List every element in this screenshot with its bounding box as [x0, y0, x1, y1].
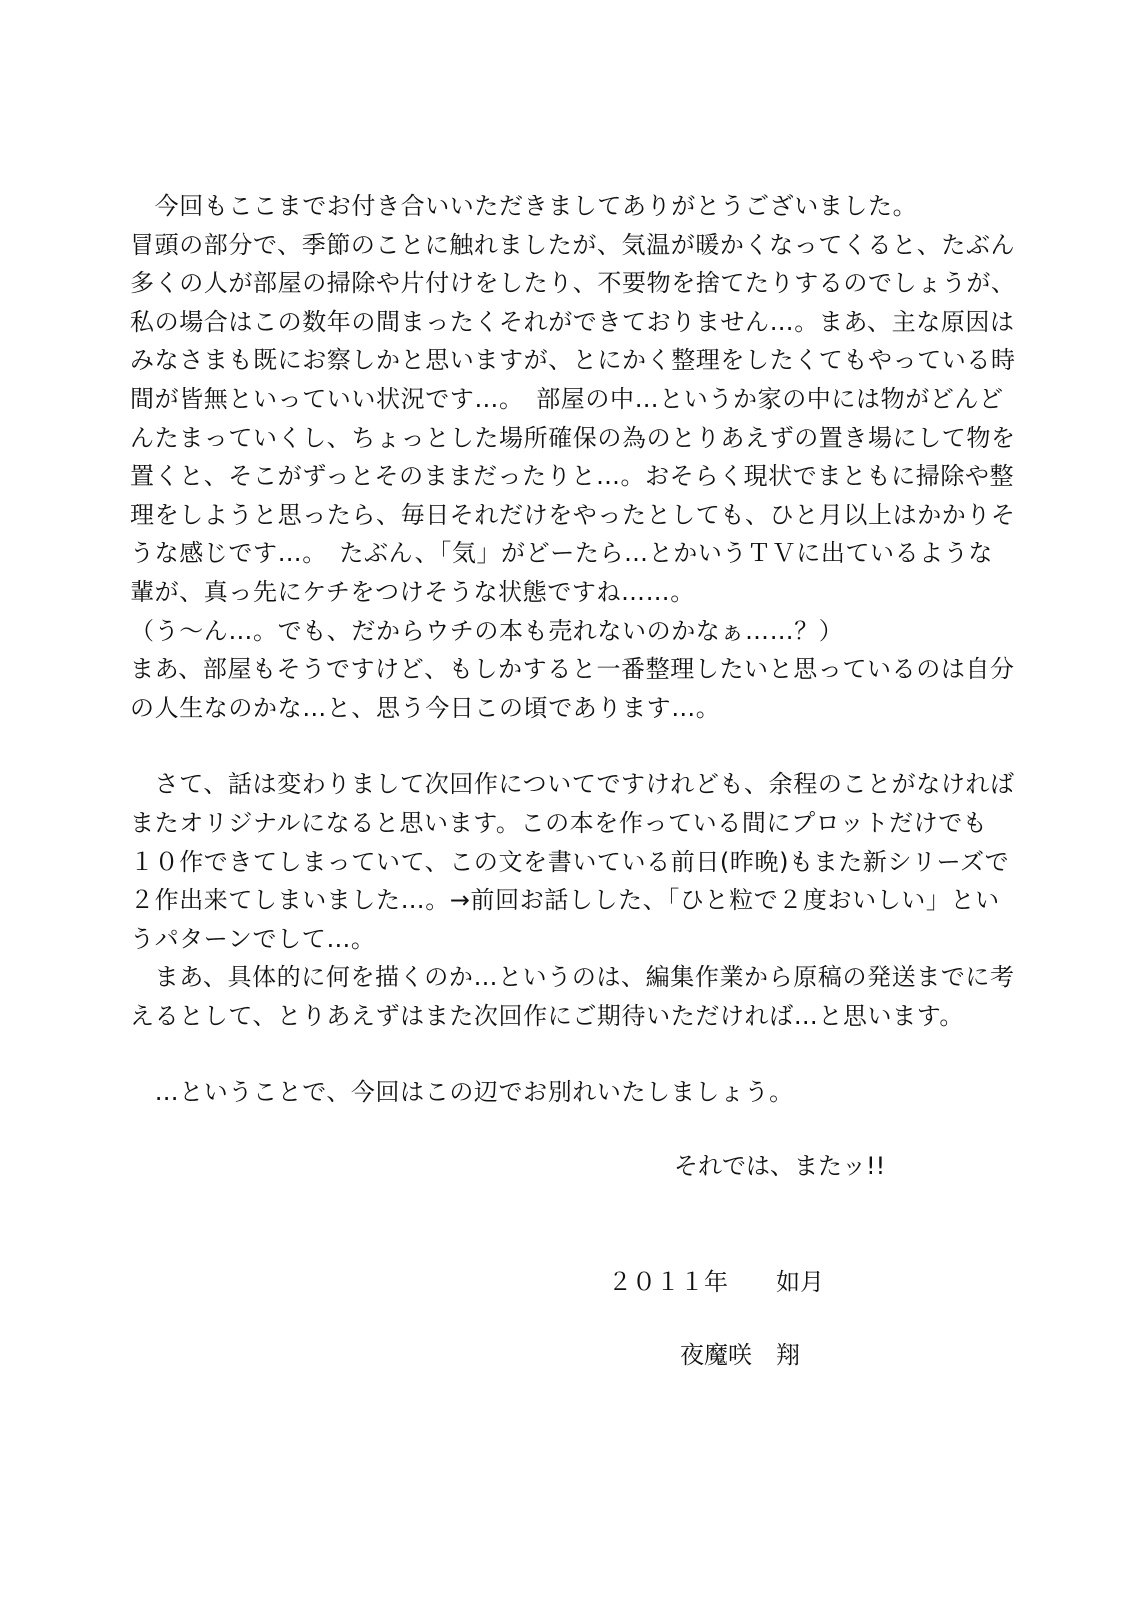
paragraph-1: [130, 187, 1016, 727]
text-line: ２作出来てしまいました…。→前回お話しした、「ひと粒で２度おいしい」とい: [130, 886, 1000, 915]
date-line: ２０１１年 如月: [608, 1268, 824, 1296]
text-line: …ということで、今回はこの辺でお別れいたしましょう。: [130, 1078, 794, 1107]
text-line: えるとして、とりあえずはまた次回作にご期待いただければ…と思います。: [130, 1001, 964, 1030]
text-line: 私の場合はこの数年の間まったくそれができておりません…。まあ、主な原因は: [130, 307, 1015, 336]
text-line: さて、話は変わりまして次回作についてですけれども、余程のことがなければ: [130, 770, 1015, 799]
text-line: 輩が、真っ先にケチをつけそうな状態ですね……。: [130, 577, 695, 606]
afterword-body: [130, 187, 1016, 1112]
text-line: まあ、部屋もそうですけど、もしかすると一番整理したいと思っているのは自分: [130, 655, 1015, 684]
text-line: うパターンでして…。: [130, 924, 376, 953]
text-line: 冒頭の部分で、季節のことに触れましたが、気温が暖かくなってくると、たぶん: [130, 230, 1016, 259]
text-line: （う～ん…。でも、だからウチの本も売れないのかなぁ……？）: [130, 616, 844, 645]
text-line: １０作できてしまっていて、この文を書いている前日(昨晩)もまた新シリーズで: [130, 847, 1010, 876]
text-line: 理をしようと思ったら、毎日それだけをやったとしても、ひと月以上はかかりそ: [130, 500, 1016, 529]
text-line: 多くの人が部屋の掃除や片付けをしたり、不要物を捨てたりするのでしょうが、: [130, 269, 1016, 298]
paragraph-gap: [130, 1035, 990, 1073]
text-line: まあ、具体的に何を描くのか…というのは、編集作業から原稿の発送までに考: [130, 963, 1015, 992]
paragraph-gap: [130, 727, 990, 765]
text-line: 今回もここまでお付き合いいただきましてありがとうございました。: [130, 192, 918, 220]
signoff: それでは、またッ!!: [674, 1152, 886, 1180]
text-line: みなさまも既にお察しかと思いますが、とにかく整理をしたくてもやっている時: [130, 346, 1016, 375]
text-line: んたまっていくし、ちょっとした場所確保の為のとりあえずの置き場にして物を: [130, 423, 1016, 452]
author-name: 夜魔咲 翔: [680, 1341, 800, 1369]
paragraph-3: [130, 1073, 990, 1112]
paragraph-2: [130, 765, 1015, 1035]
text-line: の人生なのかな…と、思う今日この頃であります…。: [130, 693, 721, 722]
text-line: うな感じです…。 たぶん、「気」がどーたら…とかいうＴＶに出ているような: [130, 539, 994, 568]
text-line: またオリジナルになると思います。この本を作っている間にプロットだけでも: [130, 808, 988, 837]
text-line: 置くと、そこがずっとそのままだったりと…。おそらく現状でまともに掃除や整: [130, 462, 1015, 491]
text-line: 間が皆無といっていい状況です…。 部屋の中…というか家の中には物がどんど: [130, 384, 1004, 413]
